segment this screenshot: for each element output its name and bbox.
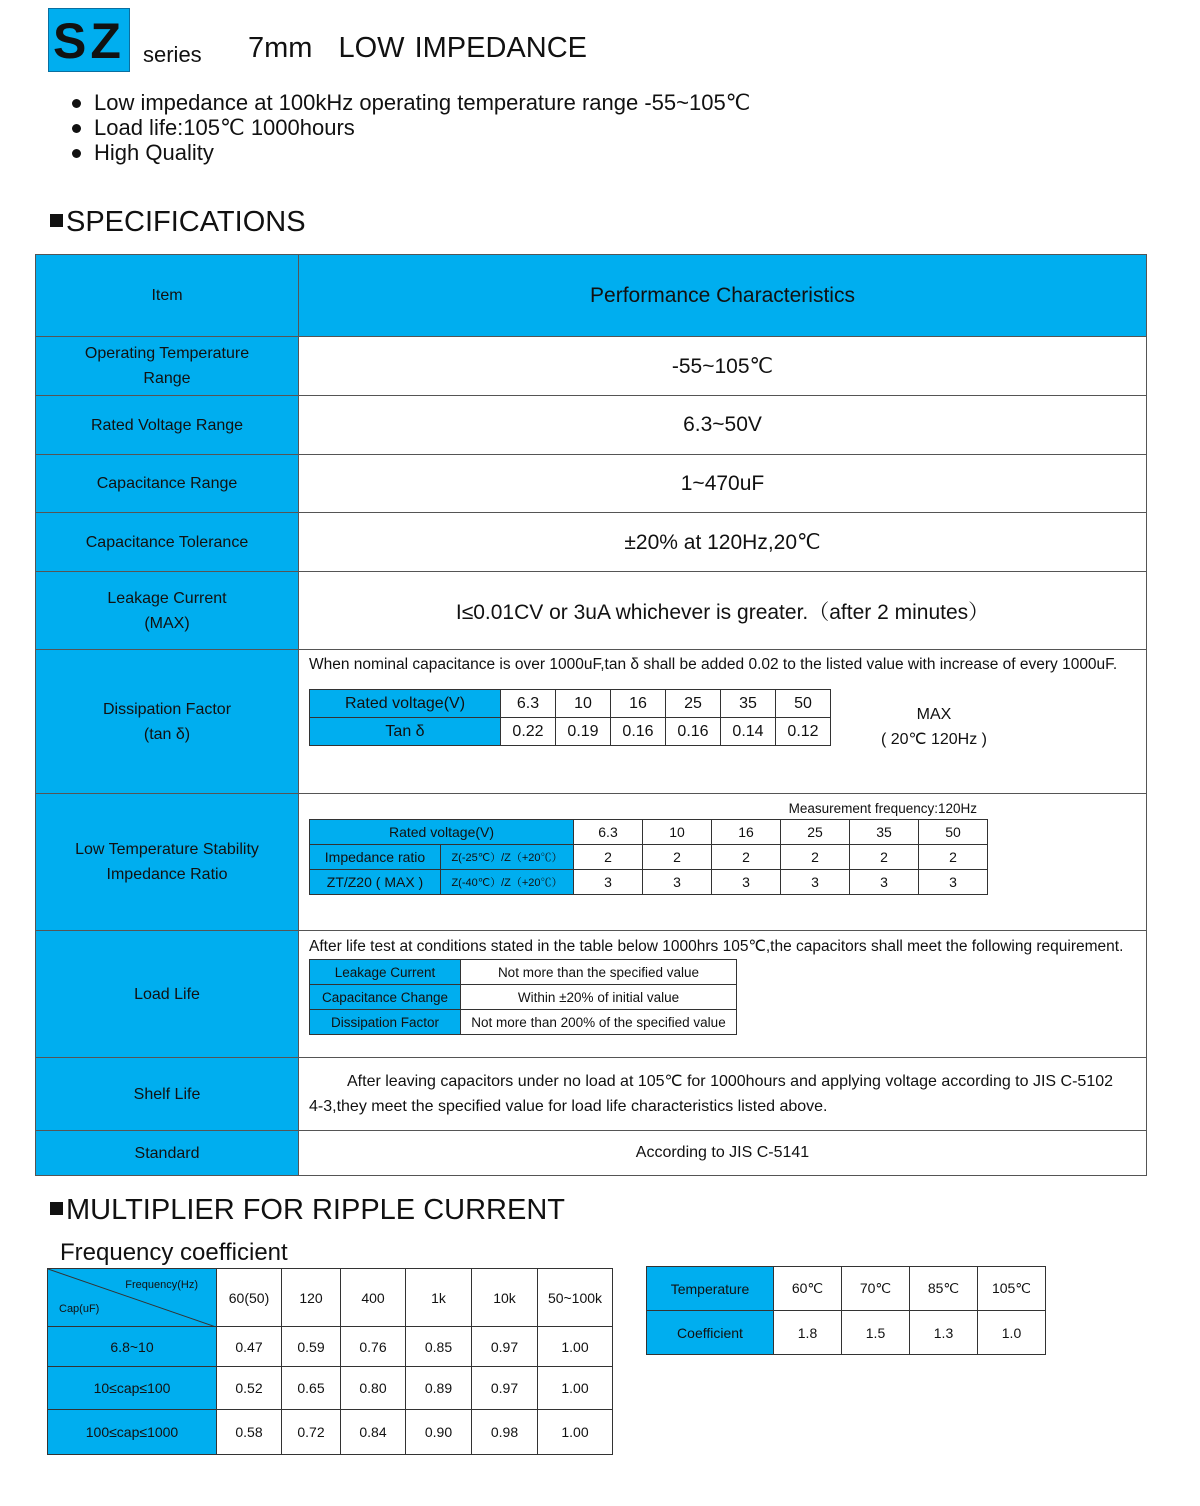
freq-cell: 0.76: [341, 1327, 406, 1367]
square-bullet-icon: [50, 1202, 63, 1215]
dissipation-label-line: (tan δ): [143, 725, 191, 743]
lt-cell: 2: [712, 845, 781, 870]
lt-row-25: [310, 845, 988, 870]
spec-row-capacitance-tolerance: [36, 513, 1147, 572]
freq-cap-label: 10≤cap≤100: [48, 1367, 217, 1410]
operating-temp-label-line: Range: [143, 370, 191, 387]
df-voltage-cell: 6.3: [501, 690, 556, 718]
capacitance-tolerance-label: Capacitance Tolerance: [36, 513, 299, 572]
spec-row-standard: [36, 1131, 1147, 1176]
coef-label: Coefficient: [647, 1311, 774, 1355]
lt-cell: 2: [643, 845, 712, 870]
load-life-row: [310, 985, 737, 1010]
lt-cell: 3: [850, 870, 919, 895]
lt-cell: 3: [712, 870, 781, 895]
freq-cell: 0.97: [472, 1367, 538, 1410]
load-life-row: [310, 960, 737, 985]
lt-ztz20-label: ZT/Z20 ( MAX ): [310, 870, 441, 895]
lt-voltage-header: Rated voltage(V): [310, 820, 574, 845]
freq-cell: 0.97: [472, 1327, 538, 1367]
freq-cell: 0.72: [282, 1410, 341, 1455]
lt-impedance-ratio-label: Impedance ratio: [310, 845, 441, 870]
df-tan-cell: 0.16: [666, 718, 721, 746]
temp-cell: 105℃: [978, 1267, 1046, 1311]
lt-cell: 2: [919, 845, 988, 870]
load-life-table: [309, 959, 737, 1035]
df-max-note: [869, 702, 999, 752]
capacitance-range-value: 1~470uF: [299, 455, 1147, 513]
df-voltage-cell: 50: [776, 690, 831, 718]
lt-voltage-cell: 16: [712, 820, 781, 845]
freq-header-cell: 10k: [472, 1269, 538, 1327]
df-voltage-cell: 25: [666, 690, 721, 718]
df-max-line: ( 20℃ 120Hz ): [880, 731, 987, 748]
rated-voltage-value: 6.3~50V: [299, 396, 1147, 455]
load-life-requirement: Within ±20% of initial value: [461, 985, 737, 1010]
leakage-label: [36, 572, 299, 650]
lt-voltage-cell: 50: [919, 820, 988, 845]
capacitance-tolerance-value: ±20% at 120Hz,20℃: [299, 513, 1147, 572]
spec-header-row: [36, 255, 1147, 337]
lt-voltage-row: [310, 820, 988, 845]
lt-cell: 2: [781, 845, 850, 870]
lt-cell: 2: [850, 845, 919, 870]
ripple-heading-text: MULTIPLIER FOR RIPPLE CURRENT: [66, 1194, 565, 1226]
freq-cell: 1.00: [538, 1410, 613, 1455]
leakage-label-line: Leakage Current: [107, 589, 227, 607]
lt-cell: 3: [919, 870, 988, 895]
frequency-coefficient-table: [47, 1268, 613, 1455]
specifications-heading-text: SPECIFICATIONS: [66, 206, 306, 238]
low-temp-freq-note: Measurement frequency:120Hz: [788, 801, 977, 816]
freq-corner-cell: [48, 1269, 217, 1327]
load-life-note: After life test at conditions stated in the table below 1000hrs 105℃,the capacitors shall meet the following requirement.: [309, 938, 1124, 955]
rated-voltage-label: Rated Voltage Range: [36, 396, 299, 455]
df-voltage-cell: 35: [721, 690, 776, 718]
shelf-life-line: 4-3,they meet the specified value for load life characteristics listed above.: [309, 1098, 828, 1115]
freq-row: [48, 1367, 613, 1410]
shelf-life-value: [299, 1058, 1147, 1131]
temp-cell: 60℃: [774, 1267, 842, 1311]
spec-row-dissipation: [36, 650, 1147, 794]
dissipation-label-line: Dissipation Factor: [102, 700, 232, 718]
diagonal-line: [48, 1269, 216, 1327]
lt-condition-25: Z(-25℃）/Z（+20℃）: [441, 845, 574, 870]
lt-cell: 3: [574, 870, 643, 895]
freq-cell: 0.59: [282, 1327, 341, 1367]
header-item: Item: [36, 255, 299, 337]
corner-cap-label: Cap(uF): [59, 1303, 100, 1315]
low-temp-cell: [299, 794, 1147, 931]
shelf-life-line: After leaving capacitors under no load at 105℃ for 1000hours and applying voltage according to JIS C-5102: [347, 1073, 1114, 1090]
lt-voltage-cell: 35: [850, 820, 919, 845]
spec-row-rated-voltage: [36, 396, 1147, 455]
freq-cell: 1.00: [538, 1327, 613, 1367]
size-label: 7mm: [248, 32, 313, 64]
dissipation-label: [36, 650, 299, 794]
dissipation-table: [309, 689, 831, 746]
coef-cell: 1.5: [842, 1311, 910, 1355]
leakage-label-line: (MAX): [144, 614, 190, 632]
coef-cell: 1.0: [978, 1311, 1046, 1355]
frequency-coefficient-title: Frequency coefficient: [60, 1239, 288, 1266]
spec-row-operating-temp: [36, 337, 1147, 396]
freq-cell: 0.47: [217, 1327, 282, 1367]
freq-cell: 1.00: [538, 1367, 613, 1410]
freq-cap-label: 6.8~10: [48, 1327, 217, 1367]
low-temp-label-line: Impedance Ratio: [106, 866, 228, 883]
load-life-item: Dissipation Factor: [310, 1010, 461, 1035]
dissipation-cell: [299, 650, 1147, 794]
coef-cell: 1.8: [774, 1311, 842, 1355]
temp-cell: 85℃: [910, 1267, 978, 1311]
spec-row-capacitance-range: [36, 455, 1147, 513]
low-temp-label-line: Low Temperature Stability: [75, 841, 259, 858]
feature-list: [70, 90, 750, 165]
freq-row: [48, 1410, 613, 1455]
square-bullet-icon: [50, 214, 63, 227]
standard-label: Standard: [36, 1131, 299, 1176]
spec-row-shelf-life: [36, 1058, 1147, 1131]
df-voltage-cell: 10: [556, 690, 611, 718]
feature-item: Low impedance at 100kHz operating temperature range -55~105℃: [70, 90, 750, 115]
load-life-row: [310, 1010, 737, 1035]
header-performance: Performance Characteristics: [299, 255, 1147, 337]
load-life-label: Load Life: [36, 931, 299, 1058]
low-temp-table: [309, 819, 988, 895]
lt-row-40: [310, 870, 988, 895]
operating-temp-label-line: Operating Temperature: [84, 345, 250, 362]
freq-row: [48, 1327, 613, 1367]
series-logo: SZ: [48, 8, 130, 72]
freq-cell: 0.90: [406, 1410, 472, 1455]
df-voltage-row: [310, 690, 831, 718]
lt-cell: 3: [781, 870, 850, 895]
df-max-line: MAX: [916, 706, 952, 723]
freq-cell: 0.80: [341, 1367, 406, 1410]
lt-voltage-cell: 10: [643, 820, 712, 845]
load-life-item: Capacitance Change: [310, 985, 461, 1010]
lt-condition-40: Z(-40℃）/Z（+20℃）: [441, 870, 574, 895]
freq-cell: 0.58: [217, 1410, 282, 1455]
freq-cell: 0.52: [217, 1367, 282, 1410]
leakage-value: I≤0.01CV or 3uA whichever is greater.（after 2 minutes）: [299, 572, 1147, 650]
operating-temp-label: [36, 337, 299, 396]
temperature-coefficient-table: [646, 1266, 1046, 1355]
temp-cell: 70℃: [842, 1267, 910, 1311]
freq-header-cell: 50~100k: [538, 1269, 613, 1327]
load-life-item: Leakage Current: [310, 960, 461, 985]
df-tan-cell: 0.19: [556, 718, 611, 746]
df-voltage-header: Rated voltage(V): [310, 690, 501, 718]
load-life-cell: [299, 931, 1147, 1058]
temp-label: Temperature: [647, 1267, 774, 1311]
dissipation-note: When nominal capacitance is over 1000uF,tan δ shall be added 0.02 to the listed value with increase of every 1000uF.: [309, 656, 1118, 673]
spec-row-leakage: [36, 572, 1147, 650]
ripple-heading: [50, 1194, 565, 1227]
spec-row-low-temp: [36, 794, 1147, 931]
specifications-table: [35, 254, 1147, 1176]
lt-cell: 2: [574, 845, 643, 870]
shelf-life-label: Shelf Life: [36, 1058, 299, 1131]
standard-value: According to JIS C-5141: [299, 1131, 1147, 1176]
df-tan-cell: 0.22: [501, 718, 556, 746]
df-voltage-cell: 16: [611, 690, 666, 718]
title-text: LOW IMPEDANCE: [338, 32, 587, 64]
lt-voltage-cell: 25: [781, 820, 850, 845]
freq-cell: 0.84: [341, 1410, 406, 1455]
corner-frequency-label: Frequency(Hz): [125, 1279, 198, 1291]
capacitance-range-label: Capacitance Range: [36, 455, 299, 513]
feature-item: Load life:105℃ 1000hours: [70, 115, 750, 140]
low-temp-label: [36, 794, 299, 931]
freq-header-row: [48, 1269, 613, 1327]
freq-cap-label: 100≤cap≤1000: [48, 1410, 217, 1455]
freq-cell: 0.98: [472, 1410, 538, 1455]
freq-header-cell: 120: [282, 1269, 341, 1327]
operating-temp-value: -55~105℃: [299, 337, 1147, 396]
df-tan-row: [310, 718, 831, 746]
freq-header-cell: 400: [341, 1269, 406, 1327]
freq-cell: 0.85: [406, 1327, 472, 1367]
lt-cell: 3: [643, 870, 712, 895]
specifications-heading: [50, 206, 306, 239]
lt-voltage-cell: 6.3: [574, 820, 643, 845]
load-life-requirement: Not more than 200% of the specified value: [461, 1010, 737, 1035]
temp-row: [647, 1267, 1046, 1311]
page-title: [248, 32, 613, 65]
df-tan-header: Tan δ: [310, 718, 501, 746]
spec-row-load-life: [36, 931, 1147, 1058]
freq-cell: 0.89: [406, 1367, 472, 1410]
coef-row: [647, 1311, 1046, 1355]
df-tan-cell: 0.14: [721, 718, 776, 746]
feature-item: High Quality: [70, 140, 750, 165]
freq-header-cell: 1k: [406, 1269, 472, 1327]
load-life-requirement: Not more than the specified value: [461, 960, 737, 985]
series-label: series: [143, 42, 202, 67]
coef-cell: 1.3: [910, 1311, 978, 1355]
df-tan-cell: 0.12: [776, 718, 831, 746]
df-tan-cell: 0.16: [611, 718, 666, 746]
freq-cell: 0.65: [282, 1367, 341, 1410]
freq-header-cell: 60(50): [217, 1269, 282, 1327]
